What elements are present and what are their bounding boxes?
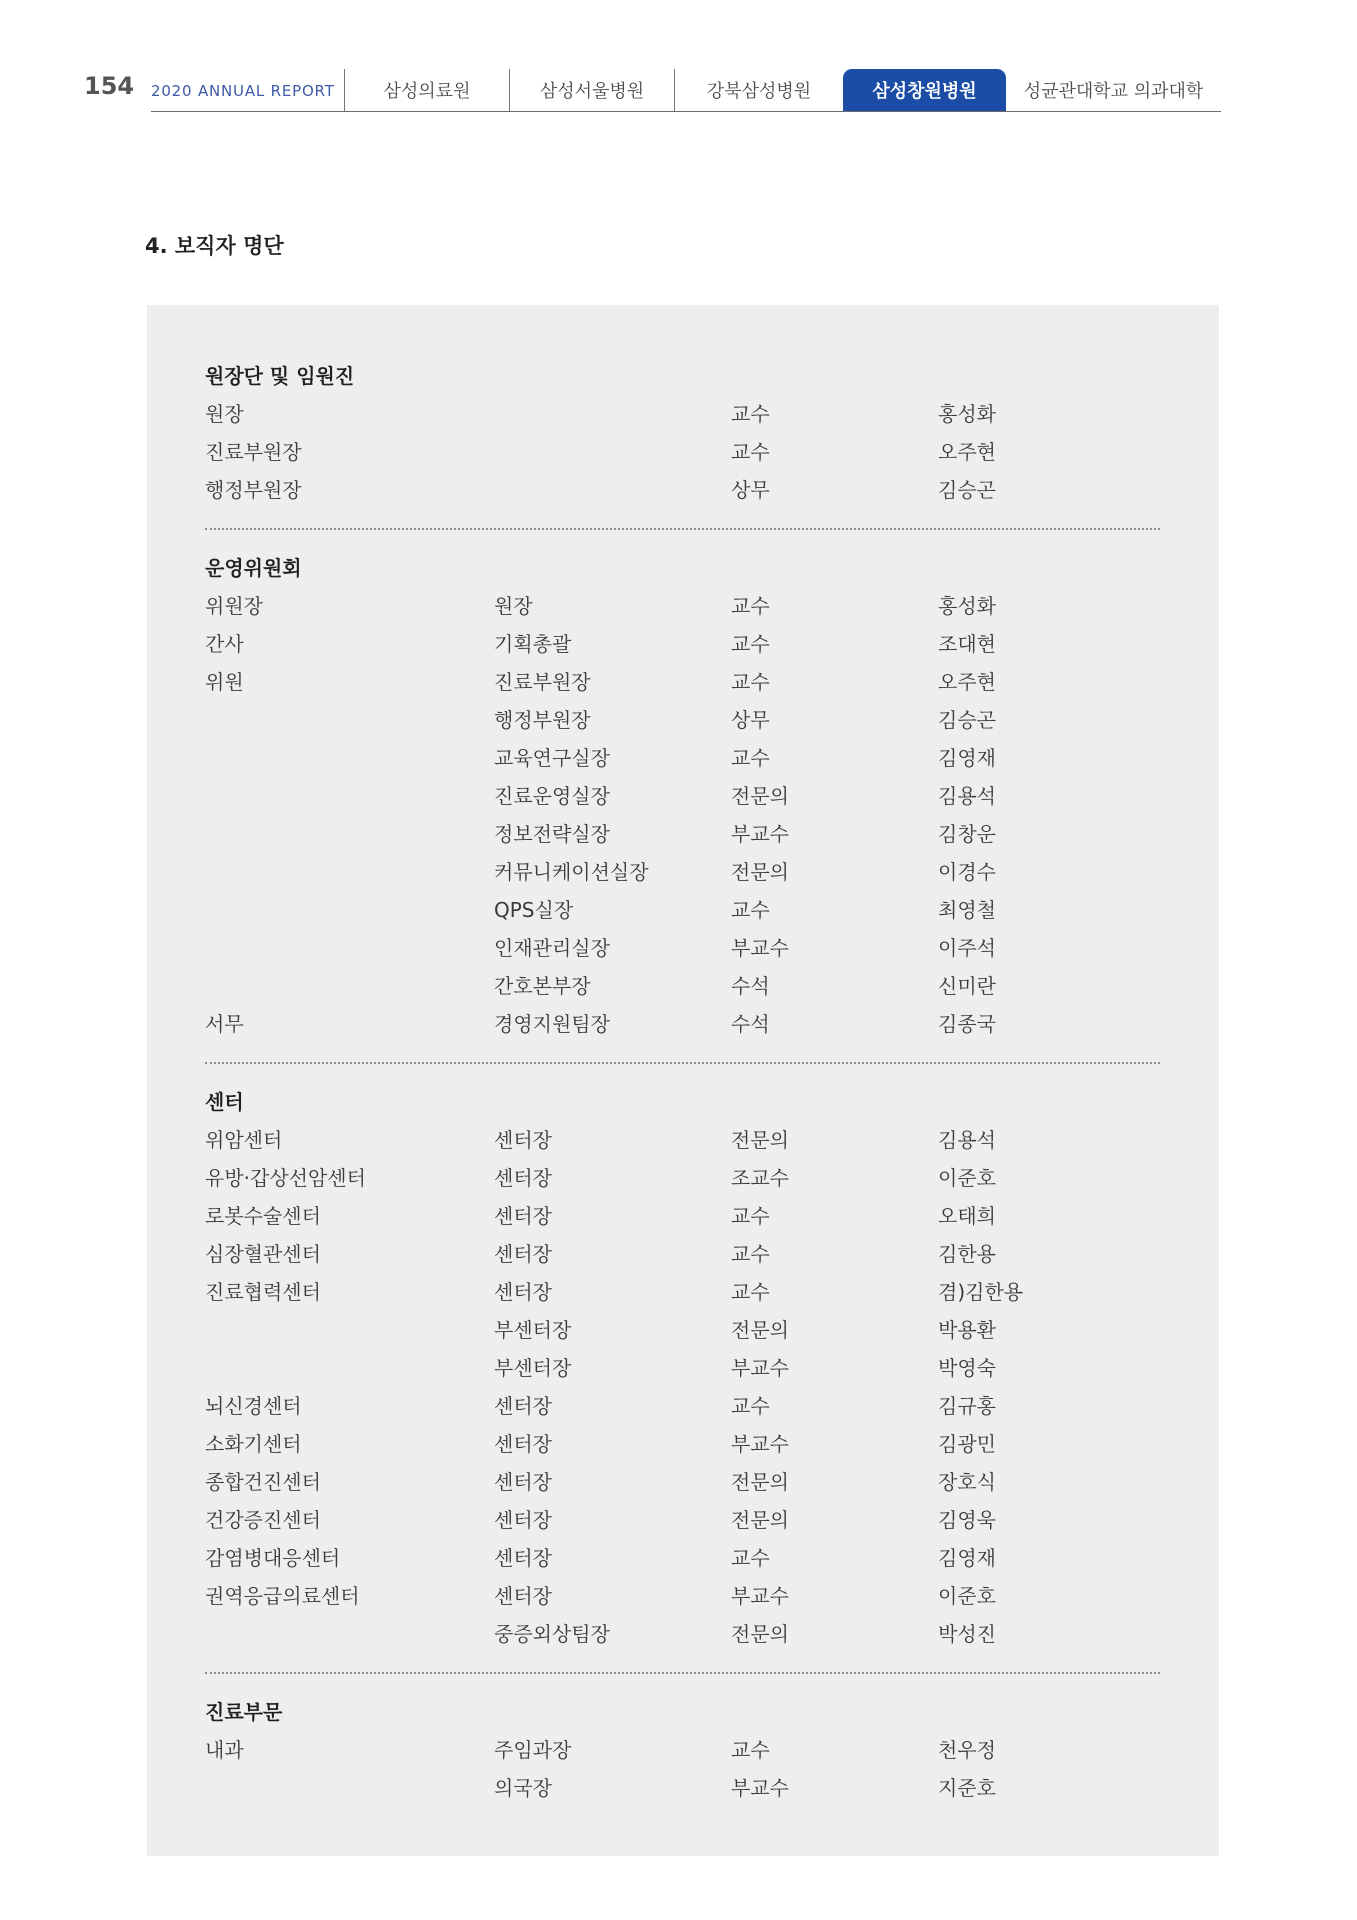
title-cell: 전문의 (731, 860, 789, 884)
name-cell: 천우정 (938, 1738, 996, 1762)
roster-row (205, 815, 1160, 853)
name-cell: 김승곤 (938, 708, 996, 732)
name-cell: 김규홍 (938, 1394, 996, 1418)
unit-cell: 위암센터 (205, 1128, 283, 1152)
position-cell: 진료부원장 (494, 670, 591, 694)
hospital-nav-tabs (344, 69, 1221, 111)
name-cell: 김창운 (938, 822, 996, 846)
tab-skku-school-of-medicine[interactable] (1006, 69, 1221, 111)
title-cell: 교수 (731, 670, 770, 694)
name-cell: 박용환 (938, 1318, 996, 1342)
roster-row (205, 739, 1160, 777)
name-cell: 홍성화 (938, 594, 996, 618)
title-cell: 전문의 (731, 1470, 789, 1494)
tab-label: 강북삼성병원 (706, 81, 812, 102)
position-cell: 인재관리실장 (494, 936, 610, 960)
dotted-divider (205, 528, 1160, 530)
group-title: 운영위원회 (205, 556, 302, 580)
report-title: 2020 ANNUAL REPORT (151, 82, 335, 100)
name-cell: 김영재 (938, 1546, 996, 1570)
unit-cell: 뇌신경센터 (205, 1394, 302, 1418)
title-cell: 상무 (731, 478, 770, 502)
position-cell: 센터장 (494, 1546, 552, 1570)
name-cell: 최영철 (938, 898, 996, 922)
position-cell: 센터장 (494, 1508, 552, 1532)
title-cell: 전문의 (731, 1128, 789, 1152)
title-cell: 수석 (731, 1012, 770, 1036)
roster-section (205, 357, 1160, 509)
name-cell: 김용석 (938, 1128, 996, 1152)
position-cell: 센터장 (494, 1432, 552, 1456)
group-title: 센터 (205, 1090, 244, 1114)
unit-cell: 감염병대응센터 (205, 1546, 341, 1570)
position-cell: 경영지원팀장 (494, 1012, 610, 1036)
title-cell: 교수 (731, 440, 770, 464)
unit-cell: 권역응급의료센터 (205, 1584, 360, 1608)
roster-row (205, 395, 1160, 433)
tab-label: 성균관대학교 의과대학 (1023, 81, 1204, 102)
dotted-divider (205, 1672, 1160, 1674)
position-cell: QPS실장 (494, 898, 574, 922)
position-cell: 센터장 (494, 1242, 552, 1266)
name-cell: 박성진 (938, 1622, 996, 1646)
name-cell: 오태희 (938, 1204, 996, 1228)
position-cell: 주임과장 (494, 1738, 572, 1762)
name-cell: 이준호 (938, 1584, 996, 1608)
title-cell: 교수 (731, 1204, 770, 1228)
name-cell: 이준호 (938, 1166, 996, 1190)
title-cell: 교수 (731, 632, 770, 656)
title-cell: 전문의 (731, 784, 789, 808)
name-cell: 홍성화 (938, 402, 996, 426)
group-title: 원장단 및 임원진 (205, 364, 355, 388)
roster-row (205, 1615, 1160, 1653)
title-cell: 교수 (731, 1738, 770, 1762)
unit-cell: 진료협력센터 (205, 1280, 321, 1304)
title-cell: 부교수 (731, 1584, 789, 1608)
title-cell: 부교수 (731, 1356, 789, 1380)
title-cell: 부교수 (731, 1432, 789, 1456)
roster-row (205, 1349, 1160, 1387)
position-cell: 센터장 (494, 1470, 552, 1494)
unit-cell: 간사 (205, 632, 244, 656)
name-cell: 이주석 (938, 936, 996, 960)
tab-samsung-medical-center[interactable] (344, 69, 509, 111)
unit-cell: 유방·갑상선암센터 (205, 1166, 366, 1190)
position-cell: 센터장 (494, 1280, 552, 1304)
name-cell: 김광민 (938, 1432, 996, 1456)
position-cell: 진료운영실장 (494, 784, 610, 808)
name-cell: 오주현 (938, 670, 996, 694)
title-cell: 전문의 (731, 1508, 789, 1532)
roster-row (205, 1311, 1160, 1349)
position-cell: 정보전략실장 (494, 822, 610, 846)
tab-samsung-seoul-hospital[interactable] (509, 69, 674, 111)
unit-cell: 건강증진센터 (205, 1508, 321, 1532)
section-heading: 4. 보직자 명단 (145, 234, 284, 258)
title-cell: 부교수 (731, 822, 789, 846)
title-cell: 상무 (731, 708, 770, 732)
title-cell: 교수 (731, 898, 770, 922)
roster-row (205, 587, 1160, 625)
tab-label: 삼성의료원 (383, 81, 471, 102)
title-cell: 전문의 (731, 1318, 789, 1342)
roster-row (205, 1769, 1160, 1807)
unit-cell: 위원 (205, 670, 244, 694)
title-cell: 교수 (731, 402, 770, 426)
roster-row (205, 1235, 1160, 1273)
position-cell: 교육연구실장 (494, 746, 610, 770)
tab-kangbuk-samsung-hospital[interactable] (674, 69, 843, 111)
position-cell: 센터장 (494, 1204, 552, 1228)
name-cell: 신미란 (938, 974, 996, 998)
position-cell: 중증외상팀장 (494, 1622, 610, 1646)
roster-row (205, 1463, 1160, 1501)
position-cell: 센터장 (494, 1394, 552, 1418)
name-cell: 오주현 (938, 440, 996, 464)
position-cell: 간호본부장 (494, 974, 591, 998)
roster-row (205, 663, 1160, 701)
roster-sections (205, 357, 1160, 1807)
group-title: 진료부문 (205, 1700, 283, 1724)
roster-row (205, 625, 1160, 663)
roster-section (205, 1693, 1160, 1807)
title-cell: 교수 (731, 1394, 770, 1418)
roster-row (205, 471, 1160, 509)
roster-row (205, 1731, 1160, 1769)
position-cell: 부센터장 (494, 1318, 572, 1342)
roster-row (205, 1121, 1160, 1159)
roster-row (205, 1501, 1160, 1539)
tab-label: 삼성서울병원 (539, 81, 645, 102)
roster-row (205, 929, 1160, 967)
name-cell: 이경수 (938, 860, 996, 884)
unit-cell: 진료부원장 (205, 440, 302, 464)
roster-section (205, 549, 1160, 1043)
roster-row (205, 433, 1160, 471)
roster-row (205, 967, 1160, 1005)
position-cell: 센터장 (494, 1584, 552, 1608)
name-cell: 김영욱 (938, 1508, 996, 1532)
roster-row (205, 1159, 1160, 1197)
name-cell: 김용석 (938, 784, 996, 808)
header-rule (151, 111, 1221, 112)
title-cell: 교수 (731, 746, 770, 770)
title-cell: 교수 (731, 1280, 770, 1304)
title-cell: 조교수 (731, 1166, 789, 1190)
name-cell: 조대현 (938, 632, 996, 656)
position-cell: 센터장 (494, 1166, 552, 1190)
title-cell: 수석 (731, 974, 770, 998)
roster-row (205, 1577, 1160, 1615)
name-cell: 겸)김한용 (938, 1280, 1024, 1304)
title-cell: 교수 (731, 1242, 770, 1266)
dotted-divider (205, 1062, 1160, 1064)
unit-cell: 심장혈관센터 (205, 1242, 321, 1266)
title-cell: 전문의 (731, 1622, 789, 1646)
roster-row (205, 1539, 1160, 1577)
roster-row (205, 1387, 1160, 1425)
position-cell: 의국장 (494, 1776, 552, 1800)
unit-cell: 위원장 (205, 594, 263, 618)
unit-cell: 로봇수술센터 (205, 1204, 321, 1228)
unit-cell: 서무 (205, 1012, 244, 1036)
name-cell: 김영재 (938, 746, 996, 770)
title-cell: 교수 (731, 594, 770, 618)
unit-cell: 소화기센터 (205, 1432, 302, 1456)
page-number: 154 (84, 72, 135, 100)
unit-cell: 내과 (205, 1738, 244, 1762)
name-cell: 박영숙 (938, 1356, 996, 1380)
title-cell: 부교수 (731, 1776, 789, 1800)
unit-cell: 종합건진센터 (205, 1470, 321, 1494)
roster-row (205, 1197, 1160, 1235)
roster-row (205, 1273, 1160, 1311)
position-cell: 행정부원장 (494, 708, 591, 732)
roster-section (205, 1083, 1160, 1653)
name-cell: 김종국 (938, 1012, 996, 1036)
roster-row (205, 701, 1160, 739)
name-cell: 장호식 (938, 1470, 996, 1494)
position-cell: 커뮤니케이션실장 (494, 860, 649, 884)
unit-cell: 행정부원장 (205, 478, 302, 502)
position-cell: 기획총괄 (494, 632, 572, 656)
roster-row (205, 891, 1160, 929)
unit-cell: 원장 (205, 402, 244, 426)
roster-row (205, 1005, 1160, 1043)
title-cell: 부교수 (731, 936, 789, 960)
tab-label: 삼성창원병원 (872, 81, 977, 102)
roster-row (205, 1425, 1160, 1463)
name-cell: 김한용 (938, 1242, 996, 1266)
roster-row (205, 853, 1160, 891)
roster-row (205, 777, 1160, 815)
name-cell: 지준호 (938, 1776, 996, 1800)
staff-roster-panel (147, 305, 1219, 1856)
position-cell: 센터장 (494, 1128, 552, 1152)
title-cell: 교수 (731, 1546, 770, 1570)
name-cell: 김승곤 (938, 478, 996, 502)
position-cell: 원장 (494, 594, 533, 618)
tab-samsung-changwon-hospital[interactable] (843, 69, 1006, 111)
position-cell: 부센터장 (494, 1356, 572, 1380)
